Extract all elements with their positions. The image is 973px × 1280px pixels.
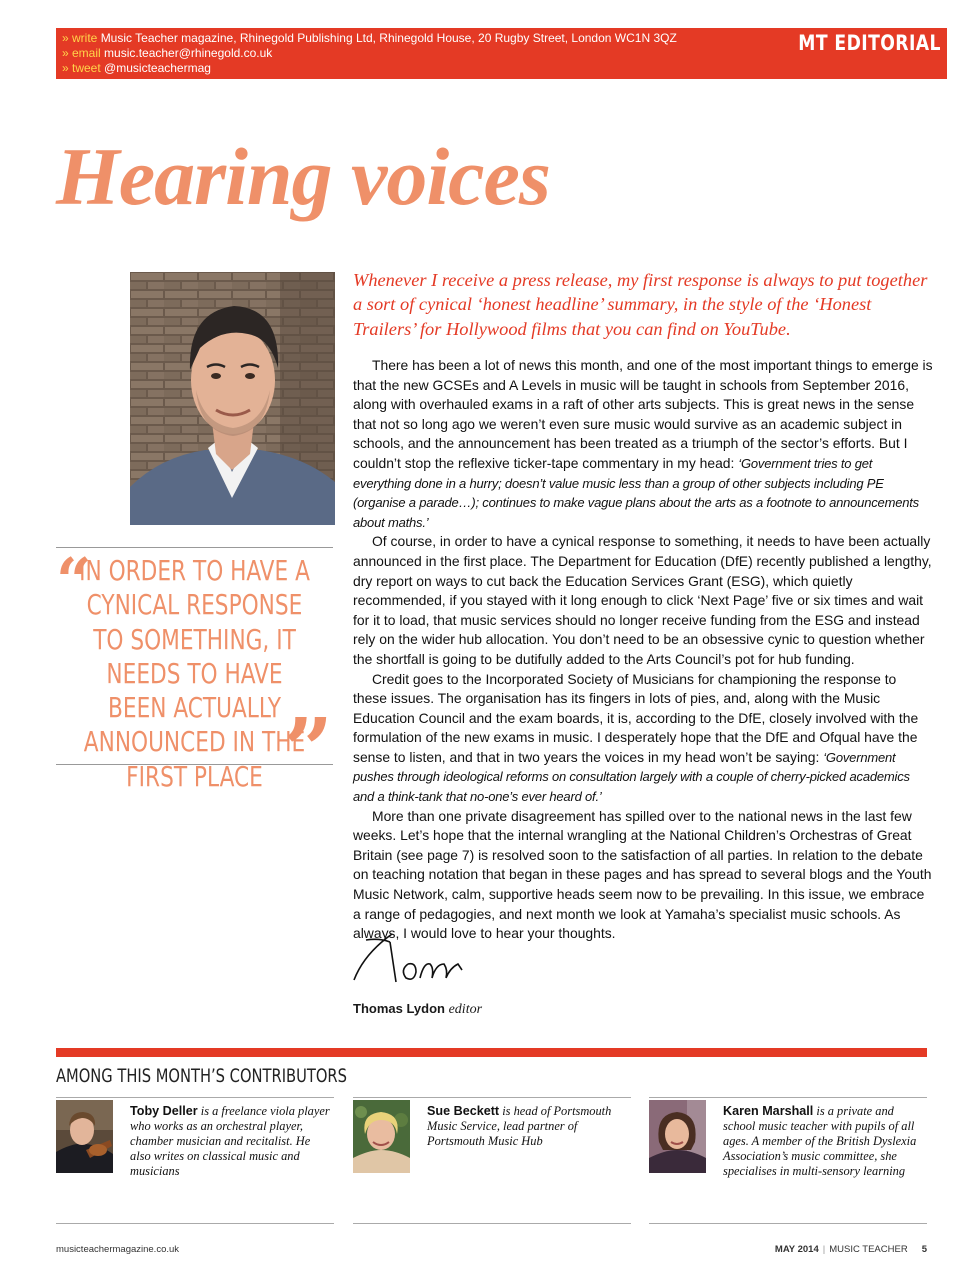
footer-issue-date: MAY 2014	[774, 1244, 819, 1255]
contact-write	[62, 31, 677, 46]
contact-write-key: » write	[62, 31, 98, 45]
contributor-card	[353, 1097, 631, 1224]
contributor-card	[649, 1097, 927, 1224]
contact-email-value[interactable]: music.teacher@rhinegold.co.uk	[104, 46, 273, 60]
contact-tweet	[62, 61, 677, 76]
pull-quote	[56, 544, 333, 801]
article-body	[353, 356, 933, 944]
body-paragraph-1	[353, 356, 933, 532]
body-paragraph-3	[353, 670, 933, 807]
pull-quote-text: IN ORDER TO HAVE A CYNICAL RESPONSE TO SOMETHING, IT NEEDS TO HAVE BEEN ACTUALLY ANNOUNCED IN THE FIRST PLACE	[79, 554, 310, 793]
editor-name: Thomas Lydon	[353, 1001, 445, 1016]
contributor-photo	[353, 1100, 410, 1173]
intro-standfirst: Whenever I receive a press release, my first response is always to put together a sort of cynical ‘honest headline’ summary, in the style of the ‘Honest Trailers’ for Hollywood films that you can find on YouTube.	[353, 270, 928, 339]
footer-magazine-name: MUSIC TEACHER	[829, 1244, 908, 1255]
contributors-heading: AMONG THIS MONTH’S CONTRIBUTORS	[56, 1065, 347, 1087]
contact-email-key: » email	[62, 46, 101, 60]
body-paragraph-2: Of course, in order to have a cynical response to something, it needs to have been actually announced in the first place. The Department for Education (DfE) recently published a lengthy, dry report on ways to cut back the Education Services Grant (ESG), which quietly recommended, if you stayed with it long enough to click ‘Next Page’ five or six times and wait for it to load, that music services should no longer receive funding from the ESG and instead rely on the wider hub allocation. You don’t need to be an obsessive cynic to question whether the shortfall is going to be dutifully added to the Arts Council’s pot for hub funding.	[353, 533, 932, 667]
signature-icon	[350, 924, 470, 992]
editor-role: editor	[448, 1002, 483, 1017]
body-paragraph-1-quote: ‘Government tries to get everything done in a hurry; doesn’t value music less than a group of other subjects including PE (organise a parade…); continues to make vague plans about the arts as a footnote to announcements about maths.’	[353, 455, 919, 530]
open-quote-icon: “	[56, 544, 92, 617]
contact-tweet-key: » tweet	[62, 61, 101, 75]
contributor-name: Karen Marshall	[723, 1104, 814, 1118]
editor-portrait-image	[130, 272, 335, 525]
contact-email	[62, 46, 677, 61]
contributor-description: is head of Portsmouth Music Service, lead partner of Portsmouth Music Hub	[427, 1104, 612, 1148]
contributor-portrait-image	[353, 1100, 410, 1173]
contact-write-value: Music Teacher magazine, Rhinegold Publishing Ltd, Rhinegold House, 20 Rugby Street, London WC1N 3QZ	[100, 31, 677, 45]
contributors-divider	[56, 1048, 927, 1057]
footer-page-number: 5	[921, 1244, 927, 1255]
contributor-description: is a private and school music teacher with pupils of all ages. A member of the British Dyslexia Association’s music committee, she specialises in multi-sensory learning	[723, 1104, 917, 1178]
contributor-photo	[56, 1100, 113, 1173]
close-quote-icon: ”	[283, 700, 333, 801]
contact-block	[62, 31, 677, 76]
contributor-name: Sue Beckett	[427, 1104, 500, 1118]
body-paragraph-1-text: There has been a lot of news this month, and one of the most important things to emerge is that the new GCSEs and A Levels in music will be taught in schools from September 2016, along with overhauled exams in a raft of other arts subjects. This is great news in the sense that not so long ago we weren’t even sure music would survive as an academic subject in schools, and the announcement has been treated as a triumph of the sector’s efforts. But I couldn’t stop the reflexive ticker-tape commentary in my head:	[353, 357, 933, 471]
editor-photo	[130, 272, 335, 525]
contributor-portrait-image	[56, 1100, 113, 1173]
signoff	[353, 1001, 482, 1018]
footer-separator: |	[822, 1244, 826, 1255]
body-paragraph-4: More than one private disagreement has spilled over to the national news in the last few weeks. Let’s hope that the internal wrangling at the National Children’s Orchestras of Great Britain (see page 7) is resolved soon to the satisfaction of all parties. In relation to the debate on teaching notation that began in these pages and has spread to several blogs and the Youth Music Network, calm, supportive heads seem now to be prevailing. In this issue, we embrace a range of pedagogies, and next month we look at Yamaha’s specialist music schools. As always, I would love to hear your thoughts.	[353, 807, 932, 942]
contributor-card	[56, 1097, 334, 1224]
contributor-portrait-image	[649, 1100, 706, 1173]
header-bar	[56, 28, 947, 79]
contributor-name: Toby Deller	[130, 1104, 198, 1118]
section-label: MT EDITORIAL	[798, 31, 941, 55]
headline: Hearing voices	[56, 131, 550, 222]
footer-issue-info	[775, 1244, 927, 1255]
body-paragraph-3-quote: ‘Government pushes through ideological reforms on consultation largely with a couple of cherry-picked academics and a think-tank that no-one’s ever heard of.’	[353, 749, 910, 805]
contributor-bio	[427, 1104, 627, 1149]
contact-tweet-value[interactable]: @musicteachermag	[104, 61, 211, 75]
contributor-bio	[130, 1104, 330, 1179]
body-paragraph-3-text: Credit goes to the Incorporated Society of Musicians for championing the response to these issues. The organisation has its fingers in lots of pies, and, along with the Music Education Council and the exam boards, it is, according to the DfE, closely involved with the formulation of the new exams in music. I desperately hope that the DfE and Ofqual have the sense to listen, and that in two years the voices in my head won’t be saying:	[353, 670, 919, 765]
contributor-photo	[649, 1100, 706, 1173]
contributor-description: is a freelance viola player who works as an orchestral player, chamber musician and recitalist. He also writes on classical music and musicians	[130, 1104, 330, 1178]
footer-website[interactable]: musicteachermagazine.co.uk	[56, 1244, 180, 1255]
contributor-bio	[723, 1104, 923, 1179]
